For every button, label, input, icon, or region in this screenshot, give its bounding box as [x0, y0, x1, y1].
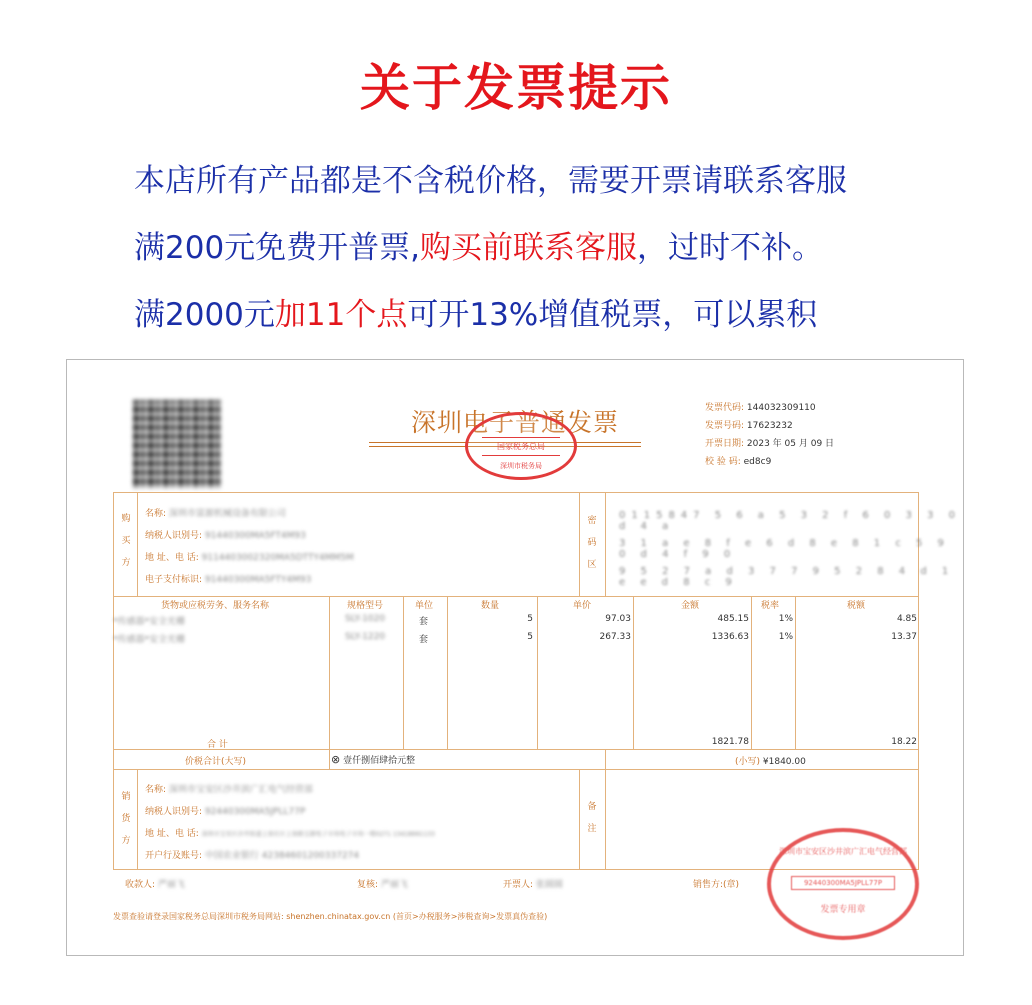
- col-tax: 税额: [847, 601, 866, 611]
- col-unit: 单位: [415, 601, 434, 611]
- invoice-title: 深圳电子普通发票: [411, 408, 620, 437]
- total-tax: 18.22: [891, 737, 917, 747]
- item-tax: 13.37: [891, 632, 917, 642]
- item-spec: SLY-1020: [345, 614, 386, 624]
- grand-total-small: (小写) ¥1840.00: [735, 757, 806, 767]
- total-label: 合 计: [207, 740, 228, 750]
- seller-seal-label: 销售方:(章): [693, 880, 740, 890]
- col-amount: 金额: [681, 601, 700, 611]
- item-rate: 1%: [778, 614, 793, 624]
- notice-line-3: [134, 289, 817, 334]
- drawer: 开票人: 张圆圆: [503, 880, 563, 890]
- item-qty: 5: [527, 632, 533, 642]
- col-price: 单价: [573, 601, 592, 611]
- item-amount: 485.15: [717, 614, 749, 624]
- item-goods: *传感器*安全光栅: [113, 635, 186, 645]
- notice-line-2: [134, 222, 823, 267]
- buyer-side-label: 购买方: [121, 514, 131, 568]
- cipher-row: 0115847 5 6 a 5 3 2 f 6 0 3 3 0 d 4 a: [619, 510, 961, 532]
- item-amount: 1336.63: [711, 632, 749, 642]
- item-qty: 5: [527, 614, 533, 624]
- seal-mid-text: 92440300MA5JPLL77P: [791, 876, 895, 890]
- cipher-label: 密码区: [587, 516, 597, 570]
- seal-text: 发票专用章: [820, 905, 866, 915]
- item-price: 97.03: [605, 614, 631, 624]
- item-unit: 套: [419, 617, 429, 627]
- notice-text: 满2000元: [134, 297, 275, 333]
- seller-side-label: 销货方: [121, 792, 131, 846]
- seller-address: 地 址、电 话: 深圳市宝安区沙井街道上寮社区上寮路宝源电子市场电子市场一楼0271 13418991133: [145, 829, 435, 839]
- buyer-tax-id: 纳税人识别号: 91440300MA5FT4M93: [145, 531, 306, 541]
- item-goods: *传感器*安全光栅: [113, 617, 186, 627]
- seller-tax-id: 纳税人识别号: 92440300MA5JPLL77P: [145, 807, 306, 817]
- col-rate: 税率: [761, 601, 780, 611]
- item-rate: 1%: [778, 632, 793, 642]
- cipher-row: 3 1 a e 8 f e 6 d 8 e 8 1 c 5 9 0 d 4 f 9 0: [619, 538, 950, 560]
- seller-name: 名称: 深圳市宝安区沙井滨广汇电气经营部: [145, 785, 313, 795]
- col-goods: 货物或应税劳务、服务名称: [161, 601, 270, 611]
- check-code: 校 验 码: ed8c9: [705, 457, 772, 467]
- notice-highlight: 购买前联系客服: [420, 230, 638, 266]
- total-amount: 1821.78: [711, 737, 749, 747]
- invoice-date: 开票日期: 2023 年 05 月 09 日: [705, 439, 835, 449]
- notice-text: 可开13%增值税票，可以累积: [407, 297, 818, 333]
- cipher-row: 9 5 2 7 a d 3 7 7 9 5 2 8 4 d 1 e e d 8 c 9: [619, 566, 955, 588]
- page-title: 关于发票提示: [360, 59, 672, 117]
- notice-line-1: [134, 155, 847, 200]
- item-tax: 4.85: [896, 614, 917, 624]
- grand-total-label: 价税合计(大写): [185, 757, 247, 767]
- notice-text: 本店所有产品都是不含税价格，需要开票请联系客服: [134, 163, 847, 199]
- col-spec: 规格型号: [347, 601, 384, 611]
- seal-top-text: 深圳市宝安区沙井滨广汇电气经营部: [779, 847, 907, 856]
- item-price: 267.33: [599, 632, 631, 642]
- invoice-image: [66, 359, 964, 956]
- item-unit: 套: [419, 635, 429, 645]
- stamp-text: 深圳市税务局: [500, 462, 542, 470]
- grand-total-words: ⊗ 壹仟捌佰肆拾元整: [331, 753, 416, 766]
- item-spec: SLY-1220: [345, 632, 386, 642]
- seller-invoice-seal: [767, 828, 919, 940]
- invoice-code: 发票代码: 144032309110: [705, 403, 816, 413]
- buyer-name: 名称: 深圳市富源机械设备有限公司: [145, 509, 286, 519]
- col-qty: 数量: [481, 601, 500, 611]
- payee: 收款人: 严丽飞: [125, 880, 185, 890]
- tax-bureau-stamp: [465, 412, 577, 480]
- buyer-pay-id: 电子支付标识: 91440300MA5FTY4M93: [145, 575, 312, 585]
- notice-text: ，过时不补。: [637, 230, 824, 266]
- remark-label: 备注: [587, 802, 597, 834]
- buyer-address: 地 址、电 话: 9114403002320MA5DTTY4MM5M: [145, 553, 354, 563]
- notice-text: 满200元免费开普票,: [134, 230, 421, 266]
- verification-note: 发票查验请登录国家税务总局深圳市税务局网站: shenzhen.chinatax.gov.cn (首页>办税服务>涉税查询>发票真伪查验): [113, 912, 548, 921]
- notice-highlight: 加11个点: [274, 297, 408, 333]
- qr-code: [133, 400, 221, 488]
- seller-bank: 开户行及账号: 中国农业银行 42384601200337274: [145, 851, 360, 861]
- invoice-number: 发票号码: 17623232: [705, 421, 793, 431]
- reviewer: 复核: 严丽飞: [357, 880, 408, 890]
- stamp-text: 国家税务总局: [497, 442, 545, 451]
